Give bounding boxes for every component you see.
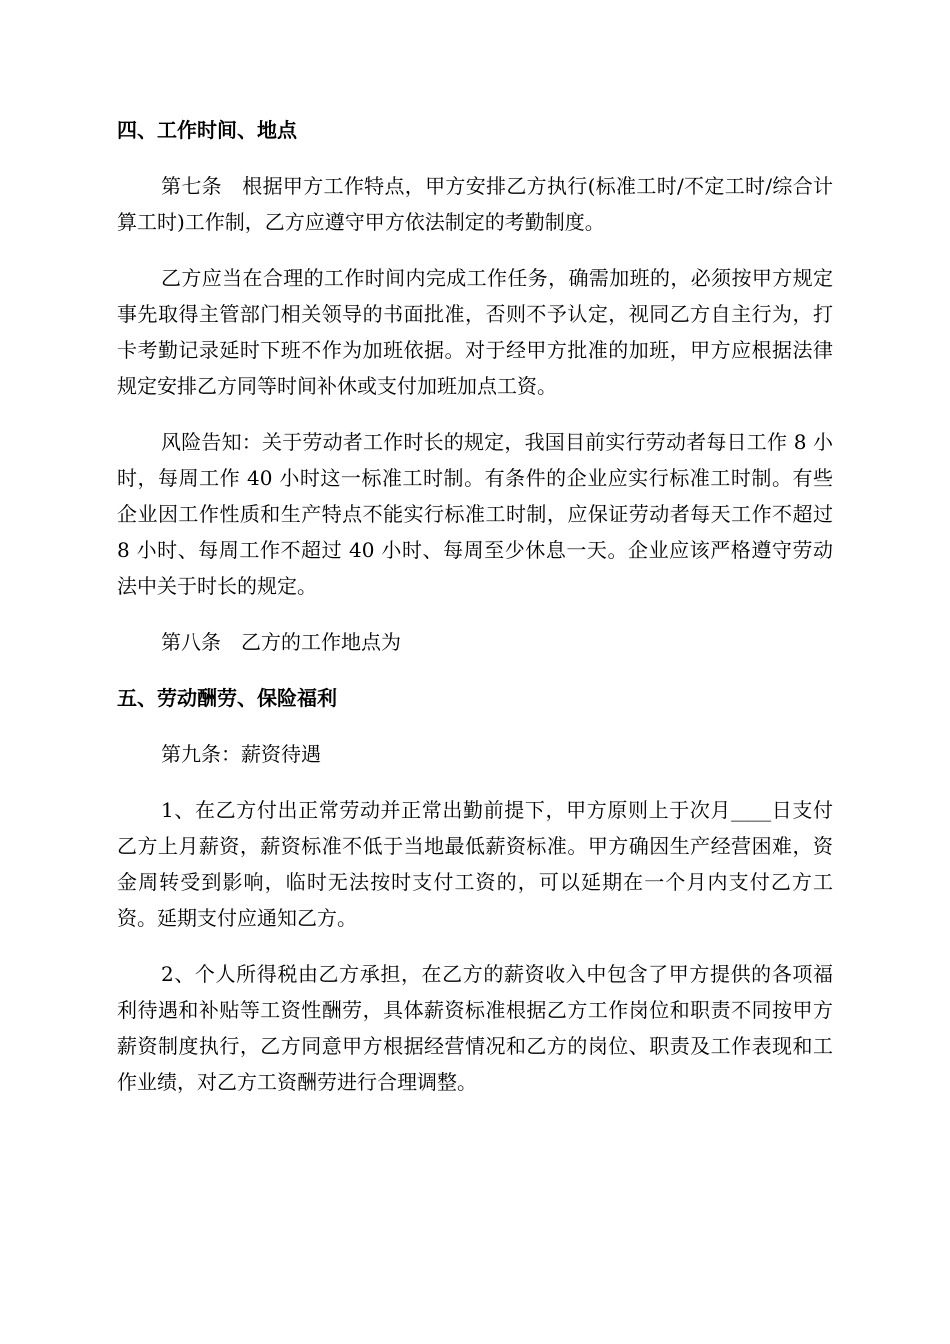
article-7-text: 根据甲方工作特点，甲方安排乙方执行(标准工时/不定工时/综合计算工时)工作制，乙方应遵守甲方依法制定的考勤制度。 (117, 174, 834, 234)
risk-notice-paragraph: 风险告知：关于劳动者工作时长的规定，我国目前实行劳动者每日工作 8 小时，每周工作 40 小时这一标准工时制。有条件的企业应实行标准工时制。有些企业因工作性质和生产特点不能实行标准工时制，应保证劳动者每天工作不超过 8 小时、每周工作不超过 40 小时、每周至少休息一天。企业应该严格遵守劳动法中关于时长的规定。 (117, 430, 833, 598)
article-8-text: 乙方的工作地点为 (241, 630, 401, 654)
article-8 (117, 624, 833, 660)
article-9-title: 第九条：薪资待遇 (161, 742, 321, 766)
article-7 (117, 168, 833, 240)
section-heading-remuneration: 五、劳动酬劳、保险福利 (117, 686, 337, 710)
salary-item-1: 1、在乙方付出正常劳动并正常出勤前提下，甲方原则上于次月____日支付乙方上月薪资，薪资标准不低于当地最低薪资标准。甲方确因生产经营困难，资金周转受到影响，临时无法按时支付工资的，可以延期在一个月内支付乙方工资。延期支付应通知乙方。 (117, 798, 833, 930)
document-page (117, 112, 833, 1120)
salary-item-2: 2、个人所得税由乙方承担，在乙方的薪资收入中包含了甲方提供的各项福利待遇和补贴等工资性酬劳，具体薪资标准根据乙方工作岗位和职责不同按甲方薪资制度执行，乙方同意甲方根据经营情况和乙方的岗位、职责及工作表现和工作业绩，对乙方工资酬劳进行合理调整。 (117, 962, 833, 1094)
overtime-paragraph: 乙方应当在合理的工作时间内完成工作任务，确需加班的，必须按甲方规定事先取得主管部门相关领导的书面批准，否则不予认定，视同乙方自主行为，打卡考勤记录延时下班不作为加班依据。对于经甲方批准的加班，甲方应根据法律规定安排乙方同等时间补休或支付加班加点工资。 (117, 266, 833, 398)
article-7-label: 第七条 (161, 174, 222, 198)
section-heading-work-time-location: 四、工作时间、地点 (117, 118, 297, 142)
article-8-label: 第八条 (161, 630, 221, 654)
